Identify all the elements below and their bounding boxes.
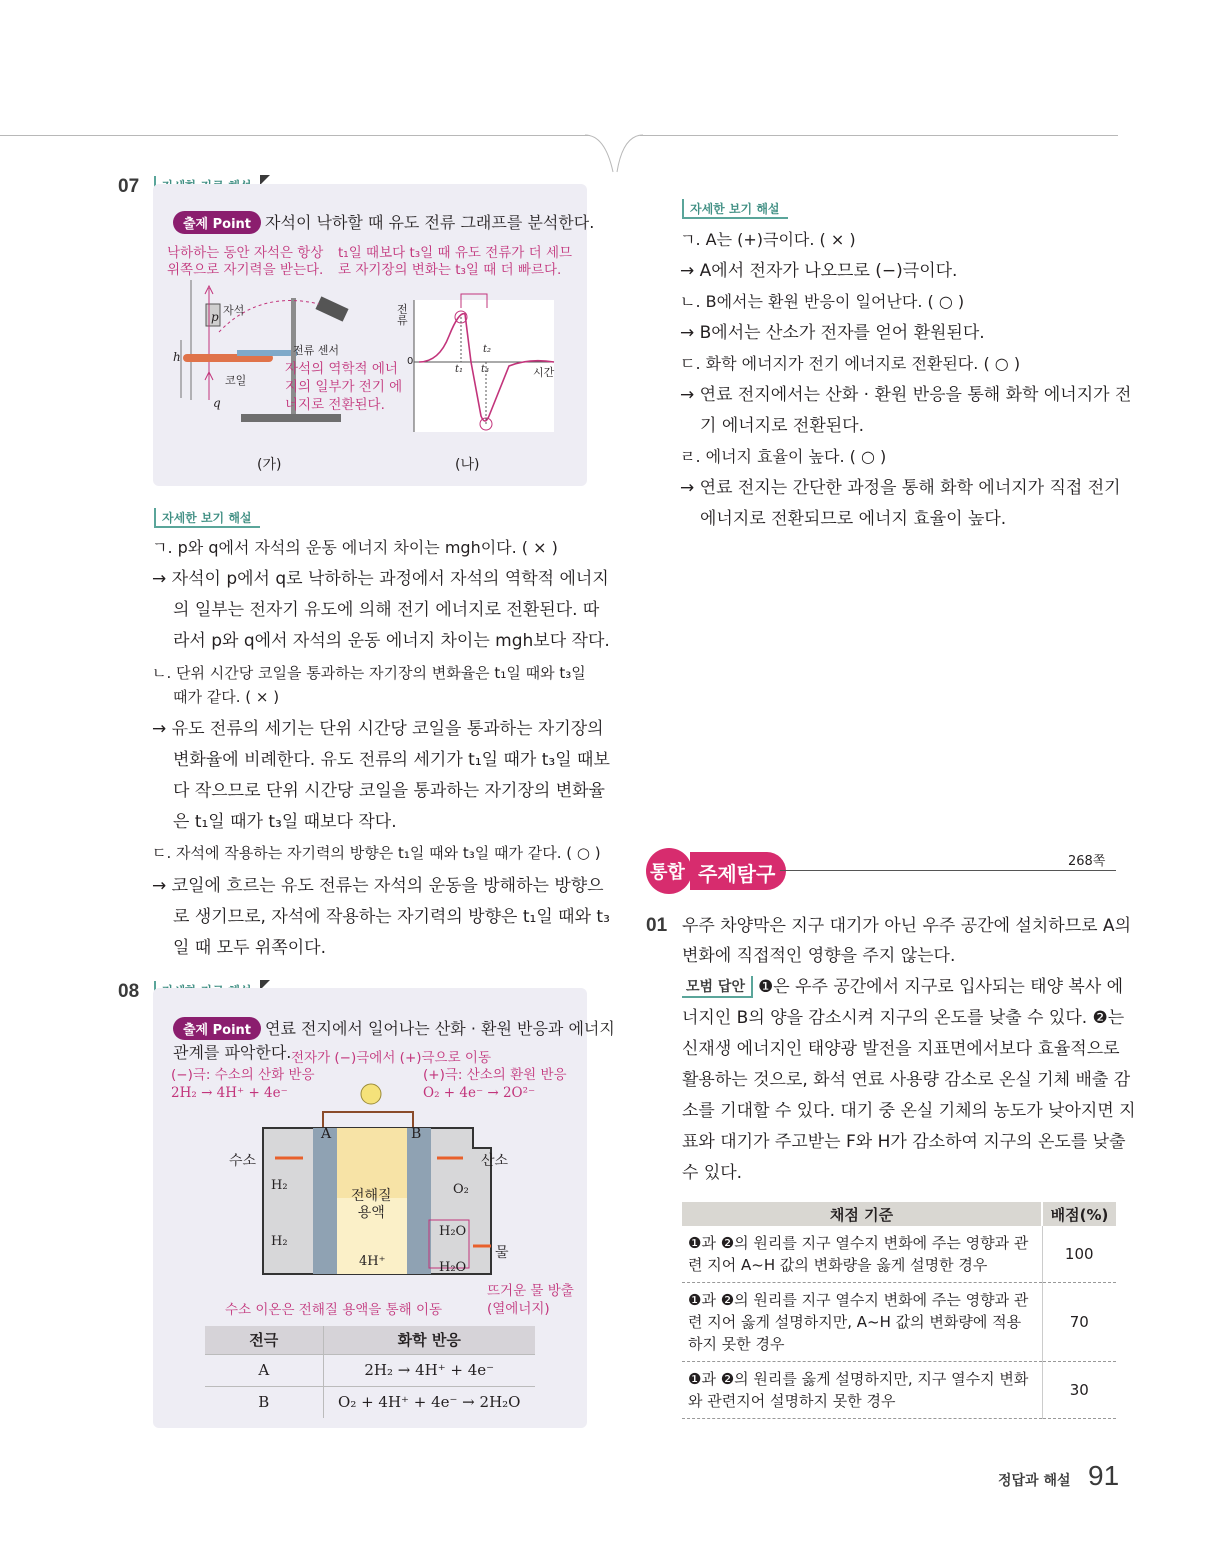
table-cell: 100 <box>1042 1226 1116 1283</box>
table-row <box>682 1362 1116 1419</box>
right-line: ㄷ. 화학 에너지가 전기 에너지로 전환된다. ( ○ ) <box>680 354 1021 373</box>
table-cell: A <box>205 1354 323 1386</box>
q01-line: ❶은 우주 공간에서 지구로 입사되는 태양 복사 에 <box>758 977 1124 997</box>
detail-view-tag <box>154 508 260 528</box>
hydrogen-label: 수소 <box>229 1153 257 1169</box>
right-line: ㄹ. 에너지 효율이 높다. ( ○ ) <box>680 447 887 466</box>
q01-line: 활용하는 것으로, 화석 연료 사용량 감소로 온실 기체 배출 감 <box>682 1070 1131 1090</box>
note-energy-conversion <box>285 360 402 414</box>
table-header: 전극 <box>205 1326 323 1354</box>
footer-label: 정답과 해설 <box>998 1473 1071 1489</box>
coil-label: 코일 <box>225 374 247 387</box>
table-header: 채점 기준 <box>682 1202 1042 1226</box>
q01-line: 신재생 에너지인 태양광 발전을 지표면에서보다 효율적으로 <box>682 1039 1120 1059</box>
figure-panel-08 <box>153 988 615 1428</box>
note-line: 로 자기장의 변화는 t₃일 때 더 빠르다. <box>338 262 562 278</box>
grading-table <box>682 1202 1116 1419</box>
q07-line: → 코일에 흐르는 유도 전류는 자석의 운동을 방해하는 방향으 <box>152 876 604 896</box>
caption-a: (가) <box>257 457 282 473</box>
question-number: 01 <box>646 915 668 936</box>
right-line: 에너지로 전환되므로 에너지 효율이 높다. <box>700 509 1007 529</box>
q07-line: 은 t₁일 때가 t₃일 때보다 작다. <box>173 812 397 832</box>
tag-label: 자세한 보기 해설 <box>162 511 252 525</box>
o2-label: O₂ <box>453 1182 469 1197</box>
note-equation: O₂ + 4e⁻ → 2O²⁻ <box>423 1085 536 1101</box>
page-number: 91 <box>1088 1460 1120 1491</box>
q07-line: 때가 같다. ( × ) <box>173 688 280 706</box>
q-label: q <box>213 396 221 410</box>
right-line: → 연료 전지는 간단한 과정을 통해 화학 에너지가 직접 전기 <box>680 478 1121 498</box>
note-induced-current <box>338 245 572 279</box>
t2-label: t₂ <box>483 344 492 355</box>
q01-line: 우주 차양막은 지구 대기가 아닌 우주 공간에 설치하므로 A의 <box>682 916 1131 936</box>
note-equation: 2H₂ → 4H⁺ + 4e⁻ <box>171 1085 288 1101</box>
electrode-b-label: B <box>411 1126 422 1142</box>
section-title: 주제탐구 <box>698 862 776 886</box>
note-line: 너지로 전환된다. <box>285 397 385 413</box>
figure-panel-07 <box>153 184 595 486</box>
note-line: 뜨거운 물 방출 <box>487 1283 574 1299</box>
question-number: 07 <box>118 176 140 197</box>
section-badge-text: 통합 <box>650 862 685 883</box>
point-text: 연료 전지에서 일어나는 산화 · 환원 반응과 에너지 <box>265 1019 615 1038</box>
table-cell: B <box>205 1386 323 1418</box>
note-ion-transfer: 수소 이온은 전해질 용액을 통해 이동 <box>225 1302 443 1318</box>
h-label: h <box>173 350 181 364</box>
q07-line: 라서 p와 q에서 자석의 운동 에너지 차이는 mgh보다 작다. <box>173 631 610 651</box>
table-row <box>682 1283 1116 1362</box>
page-reference: 268쪽 <box>1068 854 1106 869</box>
t1-label: t₁ <box>455 364 464 375</box>
section-rule <box>780 870 1116 871</box>
label-line: 용액 <box>357 1205 385 1221</box>
time-axis-label: 시간 <box>533 366 555 379</box>
table-cell: ❶과 ❷의 원리를 옳게 설명하지만, 지구 열수지 변화와 관련지어 설명하지 못한 경우 <box>682 1362 1042 1419</box>
right-line: → 연료 전지에서는 산화 · 환원 반응을 통해 화학 에너지가 전 <box>680 385 1132 405</box>
table-row <box>682 1226 1116 1283</box>
hplus-label: 4H⁺ <box>359 1254 386 1269</box>
table-header: 화학 반응 <box>323 1326 535 1354</box>
zero-label: 0 <box>407 356 414 367</box>
electrode-reaction-table <box>205 1326 535 1418</box>
point-text: 자석이 낙하할 때 유도 전류 그래프를 분석한다. <box>265 213 595 232</box>
question-number: 08 <box>118 981 140 1002</box>
note-line: 지의 일부가 전기 에 <box>285 379 403 395</box>
page-fold-curve <box>585 134 645 174</box>
right-line: 기 에너지로 전환된다. <box>700 416 865 436</box>
bracket-line <box>453 292 493 312</box>
magnet-label: 자석 <box>223 304 245 317</box>
caption-b: (나) <box>455 457 480 473</box>
q01-line: 표와 대기가 주고받는 F와 H가 감소하여 지구의 온도를 낮출 <box>682 1132 1126 1152</box>
note-line: (+)극: 산소의 환원 반응 <box>423 1067 567 1083</box>
table-cell: 30 <box>1042 1362 1116 1419</box>
table-header-row <box>682 1202 1116 1226</box>
h2o-label-bottom: H₂O <box>439 1260 467 1275</box>
tag-label: 자세한 보기 해설 <box>690 202 780 216</box>
q07-line: 의 일부는 전자기 유도에 의해 전기 에너지로 전환된다. 따 <box>173 600 600 620</box>
table-header-row <box>205 1326 535 1354</box>
right-line: ㄱ. A는 (+)극이다. ( × ) <box>680 230 856 249</box>
q07-line: 로 생기므로, 자석에 작용하는 자기력의 방향은 t₁일 때와 t₃ <box>173 907 610 927</box>
label-line: 전해질 <box>351 1188 392 1204</box>
table-cell: O₂ + 4H⁺ + 4e⁻ → 2H₂O <box>323 1386 535 1418</box>
current-axis-label: 전류 <box>397 303 408 327</box>
point-badge: 출제 Point <box>173 1017 261 1040</box>
note-line: (−)극: 수소의 산화 반응 <box>171 1067 315 1083</box>
right-line: ㄴ. B에서는 환원 반응이 일어난다. ( ○ ) <box>680 292 965 311</box>
h2o-label-top: H₂O <box>439 1224 467 1239</box>
p-label: p <box>211 310 219 324</box>
h2-label-top: H₂ <box>271 1178 288 1193</box>
note-electron-flow: 전자가 (−)극에서 (+)극으로 이동 <box>291 1050 492 1066</box>
q07-line: ㄴ. 단위 시간당 코일을 통과하는 자기장의 변화율은 t₁일 때와 t₃일 <box>152 664 586 682</box>
table-cell: 70 <box>1042 1283 1116 1362</box>
t3-label: t₃ <box>481 364 490 375</box>
note-line: (열에너지) <box>487 1301 550 1317</box>
oxygen-label: 산소 <box>481 1153 509 1169</box>
electrode-a-label: A <box>321 1126 332 1142</box>
note-line: 자석의 역학적 에너 <box>285 361 398 377</box>
note-line: t₁일 때보다 t₃일 때 유도 전류가 더 세므 <box>338 245 573 261</box>
point-line <box>173 210 594 234</box>
note-line: 위쪽으로 자기력을 받는다. <box>167 262 324 278</box>
top-rule-left <box>0 135 590 136</box>
h2-label-bottom: H₂ <box>271 1234 288 1249</box>
point-line <box>173 1016 615 1040</box>
right-line: → B에서는 산소가 전자를 얻어 환원된다. <box>680 323 985 343</box>
q01-line: 변화에 직접적인 영향을 주지 않는다. <box>682 946 956 966</box>
q01-line: 너지인 B의 양을 감소시켜 지구의 온도를 낮출 수 있다. ❷는 <box>682 1008 1125 1028</box>
table-row <box>205 1386 535 1418</box>
table-cell: ❶과 ❷의 원리를 지구 열수지 변화에 주는 영향과 관련 지어 A~H 값의 변화량을 옳게 설명한 경우 <box>682 1226 1042 1283</box>
table-cell: 2H₂ → 4H⁺ + 4e⁻ <box>323 1354 535 1386</box>
table-cell: ❶과 ❷의 원리를 지구 열수지 변화에 주는 영향과 관련 지어 옳게 설명하지만, A~H 값의 변화량에 적용하지 못한 경우 <box>682 1283 1042 1362</box>
table-header: 배점(%) <box>1042 1202 1116 1226</box>
q01-line: 수 있다. <box>682 1163 743 1183</box>
model-answer-label: 모범 답안 <box>682 976 753 998</box>
right-line: → A에서 전자가 나오므로 (−)극이다. <box>680 261 958 281</box>
q07-line: 변화율에 비례한다. 유도 전류의 세기가 t₁일 때가 t₃일 때보 <box>173 750 610 770</box>
top-rule-right <box>640 135 1118 136</box>
q01-line: 소를 기대할 수 있다. 대기 중 온실 기체의 농도가 낮아지면 지 <box>682 1101 1136 1121</box>
point-text-2: 관계를 파악한다. <box>173 1043 292 1062</box>
note-hot-water <box>487 1282 574 1318</box>
q07-line: ㄱ. p와 q에서 자석의 운동 에너지 차이는 mgh이다. ( × ) <box>152 538 558 557</box>
q07-line: 일 때 모두 위쪽이다. <box>173 938 326 958</box>
table-row <box>205 1354 535 1386</box>
point-badge: 출제 Point <box>173 211 261 234</box>
q07-line: → 유도 전류의 세기는 단위 시간당 코일을 통과하는 자기장의 <box>152 719 604 739</box>
detail-view-tag <box>682 199 788 219</box>
q07-line: 다 작으므로 단위 시간당 코일을 통과하는 자기장의 변화율 <box>173 781 605 801</box>
note-magnet-force <box>167 245 323 279</box>
q07-line: → 자석이 p에서 q로 낙하하는 과정에서 자석의 역학적 에너지 <box>152 569 609 589</box>
electrolyte-label <box>351 1188 392 1222</box>
water-label: 물 <box>495 1245 509 1261</box>
q07-line: ㄷ. 자석에 작용하는 자기력의 방향은 t₁일 때와 t₃일 때가 같다. ( ○ ) <box>152 844 601 862</box>
sensor-label: 전류 센서 <box>293 344 340 357</box>
note-line: 낙하하는 동안 자석은 항상 <box>167 245 324 261</box>
